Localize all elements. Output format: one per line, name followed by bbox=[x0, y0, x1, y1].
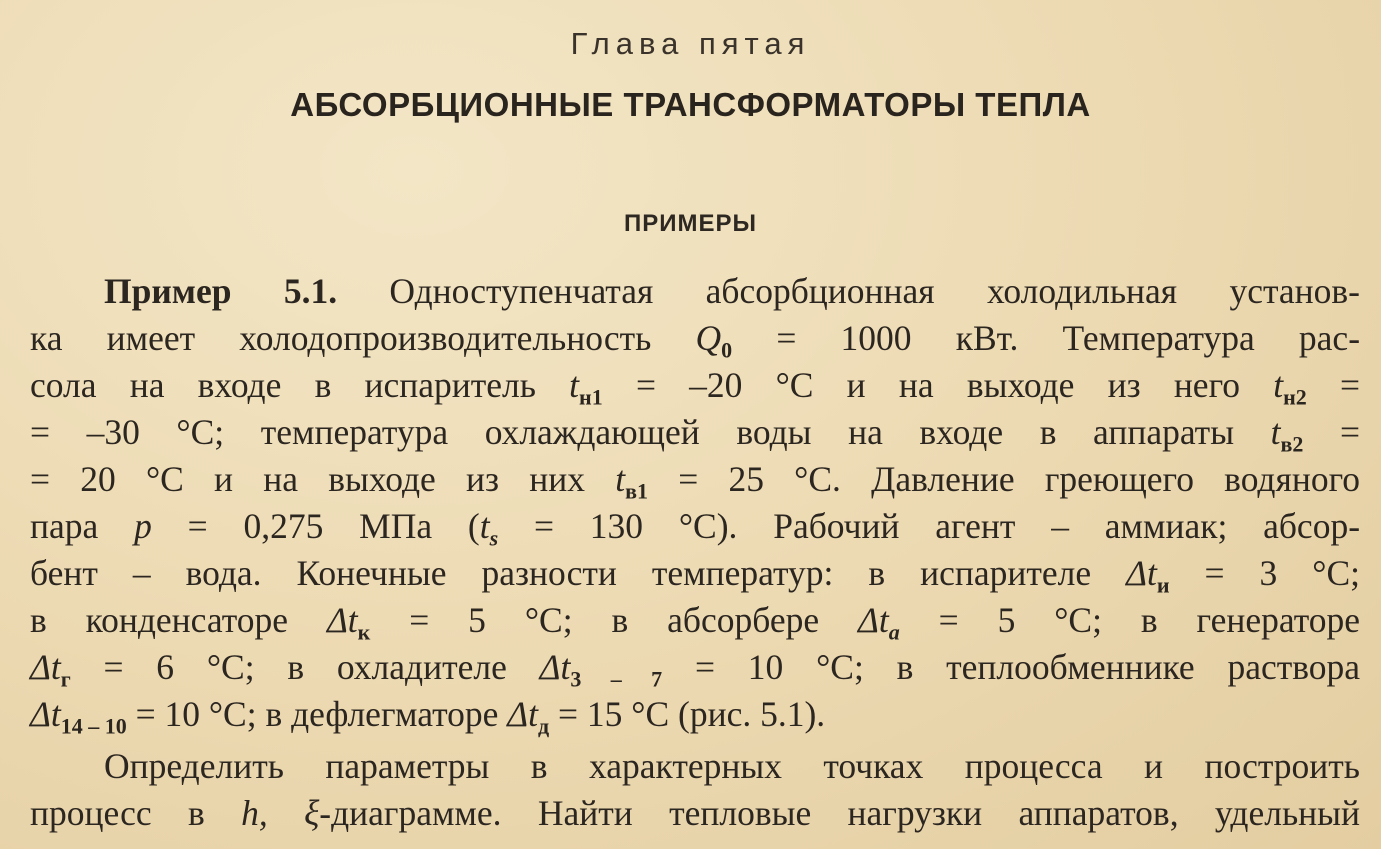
subscript: a bbox=[888, 619, 900, 645]
text-line-1 bbox=[30, 268, 1360, 315]
symbol-delta-t: Δt bbox=[1126, 553, 1157, 593]
symbol-xi: ξ bbox=[304, 793, 320, 833]
subscript: д bbox=[537, 713, 550, 739]
text-line-10 bbox=[30, 691, 1360, 738]
math-symbol bbox=[30, 694, 127, 739]
section-heading: ПРИМЕРЫ bbox=[623, 210, 757, 237]
text-segment: = bbox=[1340, 412, 1361, 452]
math-symbol bbox=[326, 600, 371, 645]
text-line-9 bbox=[30, 644, 1360, 691]
text-segment: = 0,275 МПа ( bbox=[187, 506, 480, 546]
text-line-11 bbox=[30, 743, 1360, 790]
subscript: 14 – 10 bbox=[60, 713, 127, 739]
text-segment: = 130 °С). Рабочий агент – аммиак; абсор- bbox=[533, 506, 1361, 546]
subscript: 3 – 7 bbox=[570, 666, 663, 692]
subscript: в1 bbox=[625, 478, 648, 504]
symbol-t: t bbox=[1270, 412, 1281, 452]
math-symbol bbox=[30, 647, 71, 692]
text-segment: = bbox=[1339, 365, 1360, 405]
text-segment: = 5 °С; в генераторе bbox=[938, 600, 1361, 640]
chapter-heading: Глава пятая bbox=[570, 26, 811, 61]
text-line-12 bbox=[30, 790, 1360, 837]
text-segment: = 5 °С; в абсорбере bbox=[409, 600, 820, 640]
symbol-h: h bbox=[241, 793, 259, 833]
text-segment: = 3 °С; bbox=[1204, 553, 1361, 593]
subscript: г bbox=[60, 666, 71, 692]
symbol-t: t bbox=[615, 459, 626, 499]
math-symbol bbox=[858, 600, 900, 645]
math-symbol bbox=[569, 365, 603, 410]
example-text bbox=[30, 268, 1360, 837]
text-line-3 bbox=[30, 362, 1360, 409]
text-segment: = 6 °С; в охладителе bbox=[103, 647, 507, 687]
text-segment: процесс в bbox=[30, 793, 205, 833]
symbol-p: p bbox=[134, 506, 152, 546]
math-symbol bbox=[479, 506, 499, 551]
subscript: 0 bbox=[721, 337, 733, 363]
math-symbol bbox=[1273, 365, 1307, 410]
subscript: н2 bbox=[1283, 384, 1307, 410]
math-symbol bbox=[1270, 412, 1304, 457]
text-segment: -диаграмме. Найти тепловые нагрузки аппаратов, удельный bbox=[319, 793, 1360, 833]
text-segment: в конденсаторе bbox=[30, 600, 289, 640]
text-segment: пара bbox=[30, 506, 99, 546]
subscript: в2 bbox=[1280, 431, 1304, 457]
math-symbol bbox=[539, 647, 663, 692]
text-line-4 bbox=[30, 409, 1360, 456]
text-segment: = –30 °С; температура охлаждающей воды на входе в аппараты bbox=[30, 412, 1235, 452]
symbol-t: t bbox=[479, 506, 490, 546]
text-segment: Определить параметры в характерных точках процесса и построить bbox=[104, 746, 1360, 786]
text-line-8 bbox=[30, 597, 1360, 644]
symbol-q: Q bbox=[695, 318, 722, 358]
text-segment: = 10 °С; в дефлегматоре bbox=[135, 694, 499, 734]
text-line-6 bbox=[30, 503, 1360, 550]
symbol-delta-t: Δt bbox=[326, 600, 358, 640]
text-segment: = 25 °С. Давление греющего водяного bbox=[678, 459, 1360, 499]
text-segment: ка имеет холодопроизводительность bbox=[30, 318, 652, 358]
math-symbol bbox=[695, 318, 733, 363]
math-symbol bbox=[1126, 553, 1170, 598]
symbol-delta-t: Δt bbox=[507, 694, 538, 734]
symbol-t: t bbox=[1273, 365, 1284, 405]
symbol-delta-t: Δt bbox=[539, 647, 571, 687]
text-segment: = 15 °С (рис. 5.1). bbox=[558, 694, 826, 734]
symbol-delta-t: Δt bbox=[30, 694, 61, 734]
text-segment: = –20 °С и на выходе из него bbox=[635, 365, 1240, 405]
symbol-delta-t: Δt bbox=[858, 600, 889, 640]
math-symbol bbox=[507, 694, 550, 739]
text-segment: = 10 °С; в теплообменнике раствора bbox=[694, 647, 1361, 687]
text-line-2 bbox=[30, 315, 1360, 362]
text-segment: Одноступенчатая абсорбционная холодильная установ- bbox=[389, 271, 1360, 311]
subscript: к bbox=[357, 619, 371, 645]
text-line-5 bbox=[30, 456, 1360, 503]
math-symbol bbox=[615, 459, 648, 504]
text-line-7 bbox=[30, 550, 1360, 597]
chapter-title: АБСОРБЦИОННЫЕ ТРАНСФОРМАТОРЫ ТЕПЛА bbox=[290, 86, 1091, 123]
subscript: s bbox=[489, 525, 499, 551]
subscript: н1 bbox=[579, 384, 603, 410]
subscript: и bbox=[1156, 572, 1170, 598]
text-segment: бент – вода. Конечные разности температур: в испарителе bbox=[30, 553, 1092, 593]
text-segment: = 20 °С и на выходе из них bbox=[30, 459, 586, 499]
math-symbol: h, ξ bbox=[241, 793, 320, 833]
symbol-t: t bbox=[569, 365, 580, 405]
text-segment: сола на входе в испаритель bbox=[30, 365, 536, 405]
example-label: Пример 5.1. bbox=[104, 271, 338, 311]
text-segment: = 1000 кВт. Температура рас- bbox=[776, 318, 1361, 358]
symbol-delta-t: Δt bbox=[30, 647, 61, 687]
